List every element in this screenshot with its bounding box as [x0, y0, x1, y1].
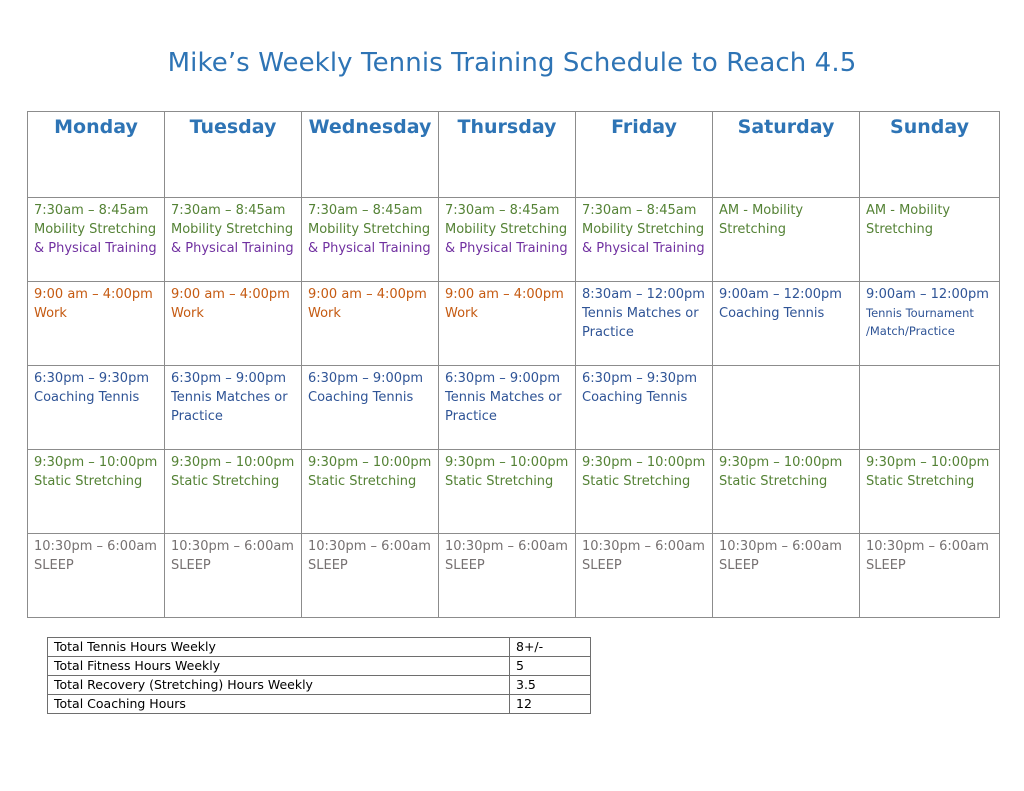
slot-activity: SLEEP: [171, 558, 211, 573]
slot-time: 9:00am – 12:00pm: [719, 287, 842, 302]
slot-activity-extra: & Physical Training: [34, 241, 157, 256]
weekly-schedule-table: [27, 111, 1000, 618]
slot-activity: Coaching Tennis: [34, 390, 140, 405]
day-header: Saturday: [713, 112, 860, 198]
slot-activity: Mobility Stretching: [582, 222, 705, 237]
schedule-cell: [28, 366, 165, 450]
schedule-cell: [302, 282, 439, 366]
schedule-cell: [576, 282, 713, 366]
slot-time: 7:30am – 8:45am: [171, 203, 286, 218]
schedule-cell: [28, 198, 165, 282]
slot-activity: Mobility Stretching: [171, 222, 294, 237]
slot-activity: Work: [308, 306, 341, 321]
slot-time: 7:30am – 8:45am: [582, 203, 697, 218]
slot-activity: Static Stretching: [34, 474, 143, 489]
day-header: Monday: [28, 112, 165, 198]
day-header: Sunday: [860, 112, 1000, 198]
slot-activity: Practice: [171, 409, 223, 424]
slot-time: 6:30pm – 9:00pm: [171, 371, 286, 386]
schedule-cell: [302, 198, 439, 282]
slot-activity: Coaching Tennis: [308, 390, 414, 405]
slot-activity: Practice: [445, 409, 497, 424]
schedule-cell: [302, 366, 439, 450]
sleep-row: [28, 534, 1000, 618]
slot-activity: Tennis Matches or: [445, 390, 562, 405]
totals-value: 12: [510, 695, 591, 714]
schedule-cell: [165, 282, 302, 366]
slot-time: 10:30pm – 6:00am: [445, 539, 568, 554]
schedule-cell: [165, 366, 302, 450]
slot-time: 6:30pm – 9:00pm: [308, 371, 423, 386]
totals-row: [48, 695, 591, 714]
slot-activity: Tennis Matches or: [582, 306, 699, 321]
slot-time: 6:30pm – 9:30pm: [34, 371, 149, 386]
slot-activity: Mobility Stretching: [34, 222, 157, 237]
slot-time: 9:00 am – 4:00pm: [171, 287, 290, 302]
schedule-cell: [439, 198, 576, 282]
schedule-cell: [439, 450, 576, 534]
slot-activity: Static Stretching: [719, 474, 828, 489]
slot-activity: Coaching Tennis: [719, 306, 825, 321]
schedule-cell: [576, 450, 713, 534]
schedule-cell: [713, 450, 860, 534]
slot-activity-extra: & Physical Training: [308, 241, 431, 256]
slot-time: AM - Mobility: [866, 203, 951, 218]
slot-activity: SLEEP: [866, 558, 906, 573]
schedule-cell: [713, 534, 860, 618]
slot-time: 9:30pm – 10:00pm: [445, 455, 569, 470]
schedule-cell: [576, 534, 713, 618]
schedule-cell: [28, 534, 165, 618]
slot-time: 9:30pm – 10:00pm: [866, 455, 990, 470]
slot-time: 8:30am – 12:00pm: [582, 287, 705, 302]
slot-time: 10:30pm – 6:00am: [171, 539, 294, 554]
slot-time: 9:30pm – 10:00pm: [171, 455, 295, 470]
schedule-cell: [576, 198, 713, 282]
totals-value: 8+/-: [510, 638, 591, 657]
slot-activity-extra: & Physical Training: [445, 241, 568, 256]
schedule-cell: [165, 534, 302, 618]
slot-activity: Stretching: [866, 222, 933, 237]
schedule-cell: [165, 450, 302, 534]
slot-activity: Static Stretching: [308, 474, 417, 489]
slot-time: 7:30am – 8:45am: [34, 203, 149, 218]
schedule-cell-empty: [860, 366, 1000, 450]
slot-time: 7:30am – 8:45am: [445, 203, 560, 218]
slot-time: 9:30pm – 10:00pm: [719, 455, 843, 470]
morning-row: [28, 198, 1000, 282]
schedule-cell: [576, 366, 713, 450]
slot-activity: /Match/Practice: [866, 324, 955, 338]
totals-value: 5: [510, 657, 591, 676]
schedule-cell: [860, 282, 1000, 366]
slot-activity: Tennis Tournament: [866, 306, 974, 320]
slot-activity: SLEEP: [34, 558, 74, 573]
totals-label: Total Coaching Hours: [48, 695, 510, 714]
slot-time: AM - Mobility: [719, 203, 804, 218]
slot-activity: Stretching: [719, 222, 786, 237]
slot-time: 9:00am – 12:00pm: [866, 287, 989, 302]
schedule-cell: [302, 534, 439, 618]
day-header: Friday: [576, 112, 713, 198]
schedule-cell: [713, 282, 860, 366]
slot-activity: Static Stretching: [445, 474, 554, 489]
schedule-cell: [165, 198, 302, 282]
totals-label: Total Tennis Hours Weekly: [48, 638, 510, 657]
totals-label: Total Fitness Hours Weekly: [48, 657, 510, 676]
slot-activity: Static Stretching: [171, 474, 280, 489]
schedule-cell: [302, 450, 439, 534]
slot-time: 9:00 am – 4:00pm: [445, 287, 564, 302]
slot-time: 10:30pm – 6:00am: [308, 539, 431, 554]
schedule-cell: [860, 198, 1000, 282]
slot-activity: Static Stretching: [866, 474, 975, 489]
slot-time: 9:30pm – 10:00pm: [582, 455, 706, 470]
totals-value: 3.5: [510, 676, 591, 695]
slot-time: 6:30pm – 9:00pm: [445, 371, 560, 386]
weekly-totals-table: [47, 637, 591, 714]
slot-time: 9:30pm – 10:00pm: [34, 455, 158, 470]
slot-activity: SLEEP: [719, 558, 759, 573]
day-header: Wednesday: [302, 112, 439, 198]
slot-time: 9:00 am – 4:00pm: [308, 287, 427, 302]
day-header-row: [28, 112, 1000, 198]
slot-activity: Practice: [582, 325, 634, 340]
slot-time: 10:30pm – 6:00am: [719, 539, 842, 554]
slot-time: 10:30pm – 6:00am: [34, 539, 157, 554]
day-header: Thursday: [439, 112, 576, 198]
totals-row: [48, 676, 591, 695]
slot-activity-extra: & Physical Training: [582, 241, 705, 256]
slot-activity: Tennis Matches or: [171, 390, 288, 405]
schedule-cell: [439, 282, 576, 366]
schedule-cell: [860, 450, 1000, 534]
schedule-cell: [439, 366, 576, 450]
schedule-cell: [28, 450, 165, 534]
slot-time: 9:00 am – 4:00pm: [34, 287, 153, 302]
totals-row: [48, 638, 591, 657]
schedule-cell-empty: [713, 366, 860, 450]
slot-activity: Coaching Tennis: [582, 390, 688, 405]
totals-label: Total Recovery (Stretching) Hours Weekly: [48, 676, 510, 695]
slot-activity: Work: [171, 306, 204, 321]
slot-activity: Static Stretching: [582, 474, 691, 489]
schedule-cell: [713, 198, 860, 282]
daytime-row: [28, 282, 1000, 366]
slot-activity: Work: [34, 306, 67, 321]
slot-time: 10:30pm – 6:00am: [866, 539, 989, 554]
slot-time: 7:30am – 8:45am: [308, 203, 423, 218]
slot-activity-extra: & Physical Training: [171, 241, 294, 256]
totals-row: [48, 657, 591, 676]
day-header: Tuesday: [165, 112, 302, 198]
slot-activity: SLEEP: [308, 558, 348, 573]
page-title: Mike’s Weekly Tennis Training Schedule to Reach 4.5: [167, 48, 857, 78]
schedule-cell: [439, 534, 576, 618]
slot-time: 9:30pm – 10:00pm: [308, 455, 432, 470]
schedule-cell: [28, 282, 165, 366]
schedule-cell: [860, 534, 1000, 618]
slot-activity: Work: [445, 306, 478, 321]
slot-activity: Mobility Stretching: [445, 222, 568, 237]
slot-activity: SLEEP: [582, 558, 622, 573]
stretching-row: [28, 450, 1000, 534]
slot-time: 6:30pm – 9:30pm: [582, 371, 697, 386]
slot-activity: Mobility Stretching: [308, 222, 431, 237]
slot-activity: SLEEP: [445, 558, 485, 573]
evening-row: [28, 366, 1000, 450]
slot-time: 10:30pm – 6:00am: [582, 539, 705, 554]
